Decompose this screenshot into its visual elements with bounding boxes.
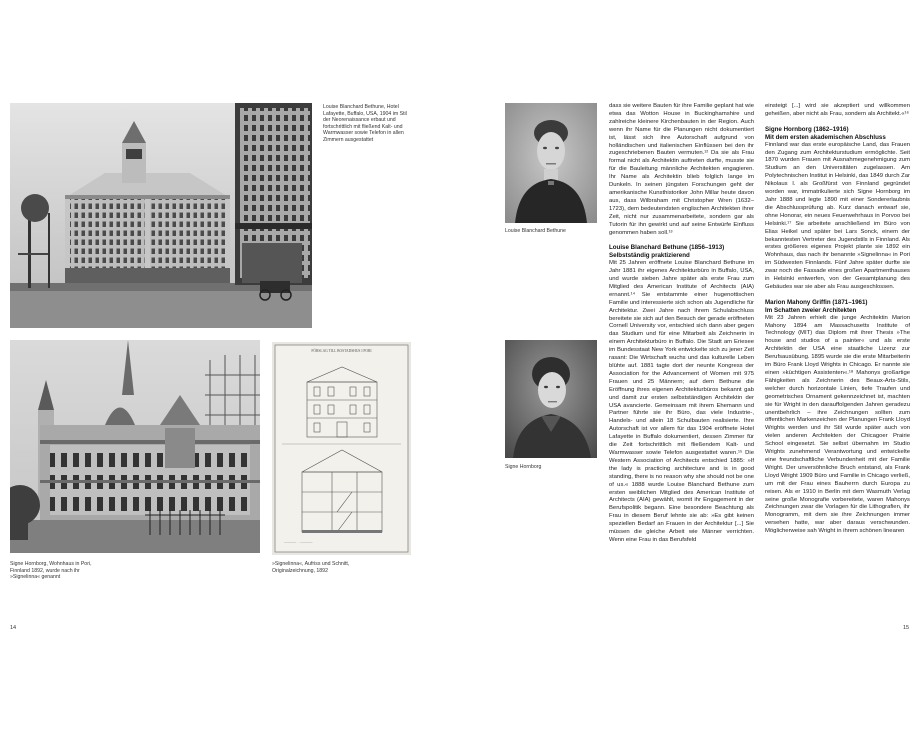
caption-hotel: Louise Blanchard Bethune, Hotel Lafayette, Buffalo, USA, 1904 im Stil der Neorenaissance erbaut und fortschrittlich mit fließend Kalt- und Warmwasser sowie Telefon in allen Zimmern ausgestattet	[323, 104, 407, 143]
heading-hornborg: Signe Hornborg (1862–1916)	[765, 125, 849, 133]
page-number-right: 15	[903, 625, 910, 631]
caption-bethune: Louise Blanchard Bethune	[505, 228, 566, 234]
bethune-portrait	[505, 103, 597, 223]
page-number-left: 14	[10, 625, 17, 631]
svg-text:———— · · ————: ———— · · ————	[284, 540, 313, 544]
paragraph: Finnland war das erste europäische Land, das Frauen den Zugang zum Architekturstudium ermöglichte. Seit 1870 wurden Frauen mit Ausnahmegenehmigung zum Studium an den Universitäten zugelassen. Am Polytechnischen Institut in Helsinki, das 1849 durch Zar Nikolaus I. als Großfürst von Finnland gegründet worden war, immatrikulierte sich Signe Hornborg im Jahr 1888 und legte 1890 mit einer Sondererlaubnis die Abschlussprüfung ab. Kurz danach entwarf sie, ohne Honorar, ein neues Feuerwehrhaus in Porvoo bei Helsinki.¹⁷ Sie arbeitete anschließend im Büro von Elias Heikel und später bei Lars Sonck, einem der bekanntesten Vertreter des Jugendstils in Finnland. Als erstes größeres eigenes Projekt plante sie 1892 ein Wohnhaus, das nach ihr benannte »Signelinna« in Pori im Südwesten Finnlands. Fünf Jahre später durfte sie zwar noch die Fassade eines großen Apartmenthauses in Helsinki entwerfen, von der Gesamtplanung des Gebäudes war sie aber als Frau ausgeschlossen.	[765, 141, 910, 290]
paragraph: Mit 25 Jahren eröffnete Louise Blanchard Bethune im Jahr 1881 ihr eigenes Architekturbüro in Buffalo, USA, und wurde sieben Jahre später als erste Frau zum Mitglied des American Institute of Architects (AIA) ernannt.¹⁴ Sie entstammte einer hugenottischen Familie und interessierte sich schon als Jugendliche für Architektur. Zwei Jahre nach ihrem Schulabschluss bereitete sie sich auf den Besuch der gerade eröffneten Cornell University vor, entschied sich dann aber gegen das Studium und für eine Mitarbeit als Zeichnerin in einem Architekturbüro in Buffalo. Die Stadt am Eriesee im Bundesstaat New York entwickelte sich zu jener Zeit rasant: Die Wirtschaft wuchs und das kulturelle Leben blühte auf. 1881 tagte dort der neunte Kongress der Association for the Advancement of Women mit 975 Frauen und 25 Männern; auf dem Bethune die Eröffnung ihres eigenen Architekturbüros bekannt gab und damit zur ersten selbstständigen Architektin der USA avancierte. Gemeinsam mit ihrem Ehemann und Partner führte sie ihr Büro, das viele Industrie-, Handels- und allein 18 Schulbauten realisierte. Ihre Autorschaft ist vor allem für das 1904 eröffnete Hotel Lafayette in Buffalo dokumentiert, dessen Zimmer für die Zeit fortschrittlich mit fließendem Kalt- und Warmwasser sowie Telefon ausgestattet waren.¹⁵ Die Western Association of Architects entschied 1885: »If the lady is practicing architecture and is in good standing, there is no reason why she should not be one of us.« 1888 wurde Louise Blanchard Bethune zum ersten weiblichen Mitglied des American Institute of Architects (AIA) gewählt, womit ihr Engagement in der Berufspolitik begann. Eine besondere Beachtung als Frau in diesem Beruf lehnte sie ab: »Es gibt keinen speziellen Bedarf an Frauen in der Architektur [...] Sie müssen die gleiche Arbeit wie Männer verrichten. Wenn eine Frau in das Berufsfeld	[609, 260, 754, 543]
signelinna-drawing	[272, 342, 411, 555]
paragraph: dass sie weitere Bauten für ihre Familie geplant hat wie etwa das Wotton House in Buckinghamshire und zahlreiche kleinere Kirchenbauten in der Region. Auch wenn ihr Name für die Planungen nicht dokumentiert ist, lässt sich ihre Autorschaft aufgrund von holländischen und italienischen Einflüssen bei den ihr zugeschriebenen Bauten vermuten.¹² Da sie als Frau formal nicht als Architektin auftreten durfte, musste sie für die Bauleitung männliche Architekten engagieren. Ihr Name als Architektin blieb folglich lange im Dunkeln. In seinen jüngsten Forschungen geht der amerikanische Kunsthistoriker John Millar heute davon aus, dass Wilbraham mit Christopher Wren (1632–1723), dem bedeutendsten englischen Architekten ihrer Zeit, nicht nur zusammenarbeitete, sondern gar als Tutorin für ihn gewirkt und auf seine Entwürfe Einfluss genommen haben soll.¹³	[609, 103, 754, 236]
drawing-title: FÖRSLAG TILL BOSTADSHUS I PORI	[311, 349, 372, 353]
text-column-2	[765, 103, 910, 536]
subheading-mahony: Im Schatten zweier Architekten	[765, 306, 857, 314]
text-column-1	[609, 103, 754, 545]
heading-mahony: Marion Mahony Griffin (1871–1961)	[765, 298, 868, 306]
paragraph: einsteigt [...] wird sie akzeptiert und willkommen geheißen, aber nicht als Frau, sondern als Architekt.«¹⁶	[765, 103, 910, 117]
signelinna-house-photo	[10, 340, 260, 553]
caption-hornborg: Signe Hornborg	[505, 464, 542, 470]
hornborg-portrait	[505, 340, 597, 458]
hotel-lafayette-photo	[10, 103, 312, 328]
subheading-bethune: Selbstständig praktizierend	[609, 252, 690, 260]
caption-drawing: »Signelinna«, Aufriss und Schnitt, Originalzeichnung, 1892	[272, 561, 350, 574]
caption-house: Signe Hornborg, Wohnhaus in Pori, Finnland 1892, wurde nach ihr »Signelinna« genannt	[10, 561, 92, 581]
heading-bethune: Louise Blanchard Bethune (1856–1913)	[609, 244, 725, 252]
paragraph: Mit 23 Jahren erhielt die junge Architektin Marion Mahony 1894 am Massachusetts Institute of Technology (MIT) das Diplom mit ihrer Thesis »The house and studios of a painter« und als erste Architektin der USA eine staatliche Lizenz zur Berufsausübung. 1895 wurde sie die erste Mitarbeiterin im Büro Frank Lloyd Wrights in Chicago. Er nannte sie einen »küchtigen Assistenten«.¹⁸ Mahonys großartige Fähigkeiten als Zeichnerin des Beaux-Arts-Stils, welcher durch horizontale Linien, tiefe Traufen und geometrisches Ornament gekennzeichnet ist, machten sie für Wright in den darauffolgenden Jahren geradezu unentbehrlich – ihre Zeichnungen sollten zum öffentlichen Markenzeichen der Planungen Frank Lloyd Wrights werden und ihr Stil wurde später auch von vielen anderen Architekten der Chicagoer Prairie School eingesetzt. Sie selbst übernahm im Studio Wrights zunehmend Verantwortung und entwickelte eine freundschaftliche Verbundenheit mit der Familie Wright. Der unversöhnliche Bruch entstand, als Frank Lloyd Wright 1909 Büro und Familie in Chicago verließ, um mit der Frau eines Bauherrn durch Europa zu reisen. Als er 1910 in Berlin mit dem Wasmuth Verlag seine große Monografie vorbereitete, waren Mahonys Zeichnungen zwar die Vorlagen für die Lithografien, ihr Monogramm, mit dem sie ihre Zeichnungen immer versehen hatte, war aber daraus verschwunden. Möglicherweise sah Wright in ihrem schönen linearen	[765, 314, 910, 535]
subheading-hornborg: Mit dem ersten akademischen Abschluss	[765, 133, 886, 141]
